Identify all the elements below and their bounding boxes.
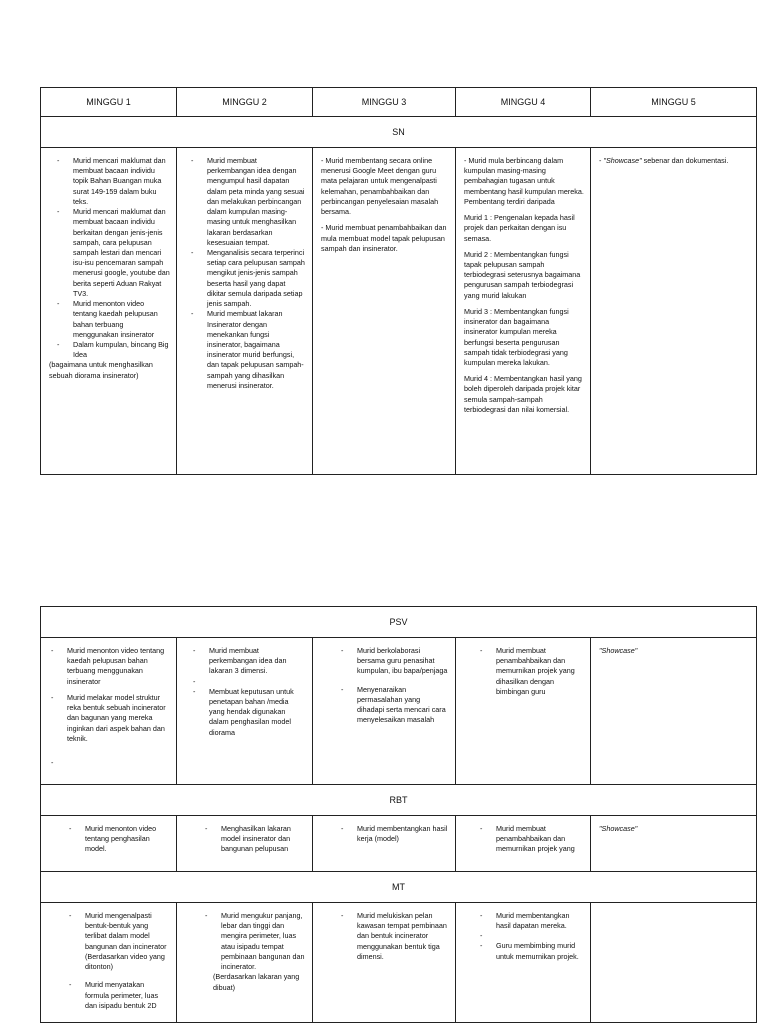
list-item: - Murid menonton video tentang penghasilan model.	[85, 824, 170, 855]
psv-week5-cell	[591, 638, 757, 785]
rbt-week2-cell	[177, 816, 313, 872]
list-item: - Murid mencari maklumat dan membuat bacaan individu berkaitan dengan jenis-jenis sampah, cara pelupusan sampah lestari dan mencari isu-isu pencemaran sampah menerusi google, youtube dan berita seperti Aduan Rakyat TV3.	[73, 207, 170, 299]
section-title-rbt: RBT	[41, 785, 757, 816]
list-item: - Dalam kumpulan, bincang Big Idea	[73, 340, 170, 360]
header-minggu-4: MINGGU 4	[456, 88, 591, 117]
header-minggu-3: MINGGU 3	[313, 88, 456, 117]
header-minggu-2: MINGGU 2	[177, 88, 313, 117]
sn-week5-cell	[591, 148, 757, 475]
list-item: - Murid melakar model struktur reka bentuk sebuah incinerator dan bagunan yang mereka inginkan dari aspek bahan dan teknik.	[67, 693, 170, 744]
sn-week3-para: - Murid membentang secara online menerusi Google Meet dengan guru mata pelajaran untuk mengenalpasti kelemahan, penambahbaikan dan perbincangan penyelesaian masalah bersama.	[321, 156, 439, 217]
list-item: - Murid mengenalpasti bentuk-bentuk yang terlibat dalam model bangunan dan incinerator (Berdasarkan video yang ditonton)	[85, 911, 170, 972]
rbt-week1-cell	[41, 816, 177, 872]
sn-week4-cell	[456, 148, 591, 475]
mt-week3-cell	[313, 903, 456, 1023]
list-item: - Murid membuat lakaran Insinerator dengan menekankan fungsi insinerator, bagaimana insinerator murid berfungsi, dan tapak pelupusan sampah-sampah yang dihasilkan menerusi insinerator.	[207, 309, 306, 391]
showcase-label: "Showcase"	[603, 156, 642, 165]
list-item: - Murid membuat perkembangan idea dengan mengumpul hasil dapatan dalam peta minda yang sesuai dan melakukan perbincangan dalam kumpulan masing-masing untuk menghasilkan lakaran berdasarkan kesesuaian tempat.	[207, 156, 306, 248]
mt-week1-cell	[41, 903, 177, 1023]
sn-week1-note: (bagaimana untuk menghasilkan sebuah diorama insinerator)	[49, 360, 153, 380]
sn-week4-para: Murid 2 : Membentangkan fungsi tapak pelupusan sampah terbiodegrasi seterusnya bagaimana pengurusan sampah terbiodegrasi yang murid lakukan	[464, 249, 581, 300]
section-row-psv	[41, 607, 757, 638]
section-row-mt	[41, 872, 757, 903]
mt-week2-note: (Berdasarkan lakaran yang dibuat)	[213, 972, 300, 992]
sn-week1-cell	[41, 148, 177, 475]
list-item: - Murid membuat penambahbaikan dan memurnikan projek yang	[496, 824, 584, 855]
table-sn	[40, 87, 757, 475]
sn-week2-cell	[177, 148, 313, 475]
mt-content-row	[41, 903, 757, 1023]
rbt-content-row	[41, 816, 757, 872]
showcase-label: "Showcase"	[599, 646, 638, 655]
psv-week1-cell	[41, 638, 177, 785]
list-item: - Murid mencari maklumat dan membuat bacaan individu topik Bahan Buangan muka surat 149-159 dalam buku teks.	[73, 156, 170, 207]
sn-week3-cell	[313, 148, 456, 475]
sn-week4-para: Murid 1 : Pengenalan kepada hasil projek dan perkaitan dengan isu semasa.	[464, 213, 575, 243]
list-item: - Menganalisis secara terperinci setiap cara pelupusan sampah mengikut jenis-jenis sampah beserta hasil yang dapat dikitar semula daripada setiap jenis sampah.	[207, 248, 306, 309]
sn-week4-para: Murid 4 : Membentangkan hasil yang boleh diperoleh daripada projek kitar semula sampah-sampah terbiodegrasi dan nilai komersial.	[464, 374, 582, 414]
list-item: - Murid membentangkan hasil kerja (model)	[357, 824, 449, 844]
list-item: - Murid mengukur panjang, lebar dan tinggi dan mengira perimeter, luas atau isipadu tempat pembinaan bangunan dan incinerator.	[221, 911, 306, 972]
list-item: - Murid membentangkan hasil dapatan mereka.	[496, 911, 584, 931]
list-item: - Murid menyatakan formula perimeter, luas dan isipadu bentuk 2D	[85, 980, 170, 1011]
list-item: - Membuat keputusan untuk penetapan bahan /media yang hendak digunakan dalam penghasilan model diorama	[209, 687, 306, 738]
section-title-mt: MT	[41, 872, 757, 903]
psv-content-row	[41, 638, 757, 785]
sn-week5-lead: -	[599, 156, 604, 165]
list-item: - Murid menonton video tentang kaedah pelupusan bahan terbuang menggunakan insinerator	[73, 299, 170, 340]
list-item: - Murid membuat perkembangan idea dan lakaran 3 dimensi.	[209, 646, 306, 677]
rbt-week5-cell	[591, 816, 757, 872]
header-minggu-1: MINGGU 1	[41, 88, 177, 117]
list-item: - Murid menonton video tentang kaedah pelupusan bahan terbuang menggunakan insinerator	[67, 646, 170, 687]
week-header-row	[41, 88, 757, 117]
mt-week5-cell	[591, 903, 757, 1023]
mt-week4-cell	[456, 903, 591, 1023]
list-item	[209, 677, 306, 687]
list-item: - Murid melukiskan pelan kawasan tempat pembinaan dan bentuk incinerator menggunakan bentuk tiga dimensi.	[357, 911, 449, 962]
rbt-week3-cell	[313, 816, 456, 872]
list-item	[496, 931, 584, 941]
psv-week2-cell	[177, 638, 313, 785]
sn-week4-para: - Murid mula berbincang dalam kumpulan masing-masing pembahagian tugasan untuk membentang hasil kumpulan mereka. Pembentang terdiri daripada	[464, 156, 584, 206]
sn-content-row	[41, 148, 757, 475]
mt-week2-cell	[177, 903, 313, 1023]
section-title-sn: SN	[41, 117, 757, 148]
sn-week3-para: - Murid membuat penambahbaikan dan mula membuat model tapak pelupusan sampah dan insinerator.	[321, 223, 447, 253]
list-item: - Murid berkolaborasi bersama guru penasihat kumpulan, ibu bapa/penjaga	[357, 646, 449, 677]
table-psv-rbt-mt	[40, 606, 757, 1023]
section-row-sn	[41, 117, 757, 148]
sn-week5-text: sebenar dan dokumentasi.	[641, 156, 729, 165]
section-title-psv: PSV	[41, 607, 757, 638]
list-item: - Murid membuat penambahbaikan dan memurnikan projek yang dihasilkan dengan bimbingan guru	[496, 646, 584, 697]
list-item: - Menyenaraikan permasalahan yang dihadapi serta mencari cara menyelesaikan masalah	[357, 685, 449, 726]
rbt-week4-cell	[456, 816, 591, 872]
psv-week4-cell	[456, 638, 591, 785]
section-row-rbt	[41, 785, 757, 816]
showcase-label: "Showcase"	[599, 824, 638, 833]
list-item: - Guru membimbing murid untuk memurnikan projek.	[496, 941, 584, 961]
sn-week4-para: Murid 3 : Membentangkan fungsi insinerator dan bagaimana insinerator kumpulan mereka berfungsi beserta pengurusan sampah tidak terbiodegrasi yang kumpulan mereka lakukan.	[464, 306, 569, 367]
header-minggu-5: MINGGU 5	[591, 88, 757, 117]
psv-week3-cell	[313, 638, 456, 785]
list-item: - Menghasilkan lakaran model insinerator dan bangunan pelupusan	[221, 824, 306, 855]
